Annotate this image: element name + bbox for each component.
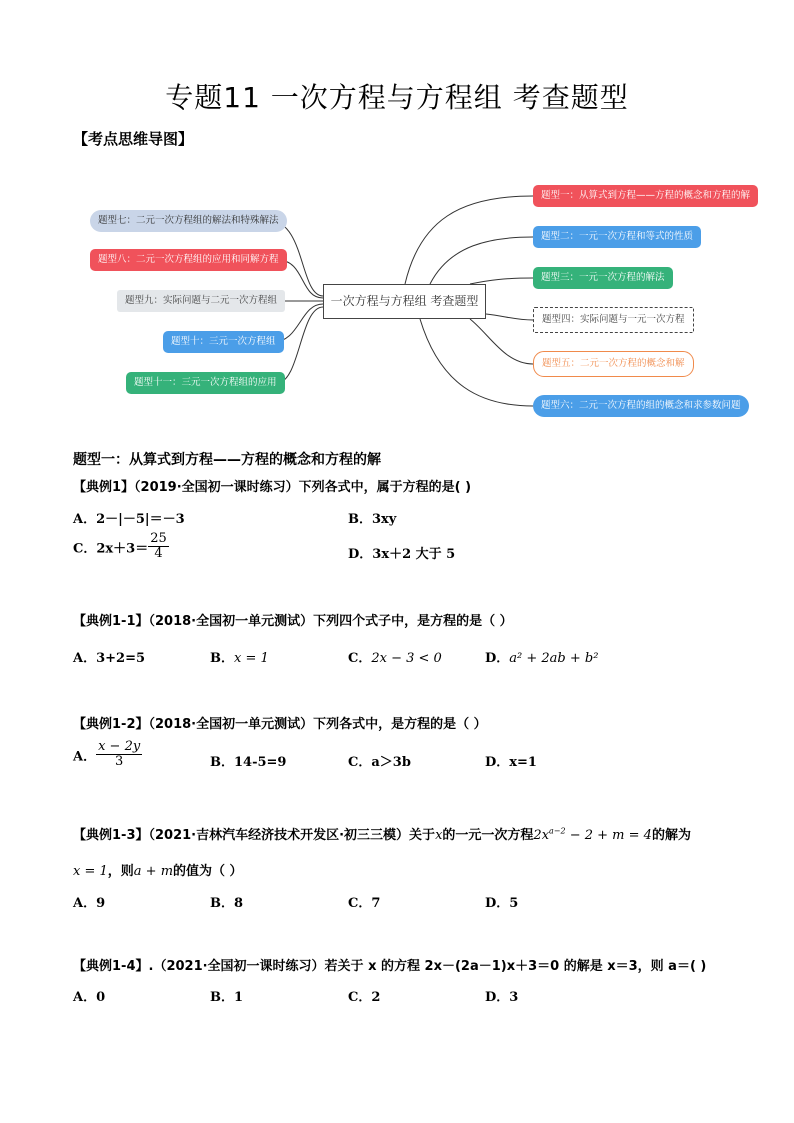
mind-map-node-type11: 题型十一：三元一次方程组的应用	[126, 372, 285, 394]
question-text-part2: 的一元一次方程	[442, 828, 534, 843]
q5-option-c: C．2	[348, 990, 381, 1005]
question-2	[73, 610, 513, 629]
question-label: 【典例1】	[73, 480, 135, 495]
question-5	[73, 955, 706, 974]
q2-option-b-math: x = 1	[234, 651, 269, 666]
fraction-denominator: 4	[154, 546, 163, 562]
equation-exponent: a−2	[549, 826, 566, 836]
mind-map-node-type8: 题型八：二元一次方程组的应用和同解方程	[90, 249, 287, 271]
equation-rest: − 2 + m = 4	[565, 828, 652, 843]
question-text-part1: （2021·吉林汽车经济技术开发区·初三三模）关于	[148, 828, 436, 843]
q2-option-d-prefix: D．	[485, 651, 510, 666]
q1-option-c-fraction	[148, 532, 169, 562]
section-label-mindmap: 【考点思维导图】	[73, 130, 194, 148]
mind-map-node-type10: 题型十：三元一次方程组	[163, 331, 284, 353]
fraction-denominator: 3	[115, 754, 124, 770]
mind-map-node-type7: 题型七：二元一次方程组的解法和特殊解法	[90, 210, 287, 232]
q1-option-a: A．2－|－5|＝－3	[73, 512, 185, 527]
question-math-a-plus-m: a + m	[133, 864, 174, 879]
question-label: 【典例1-2】	[73, 717, 149, 732]
q4-option-a: A．9	[73, 896, 106, 911]
connector-right-4	[486, 314, 533, 320]
q2-option-c-math: 2x − 3 < 0	[371, 651, 442, 666]
question-math-x: x	[435, 828, 443, 843]
q2-option-b-prefix: B．	[210, 651, 234, 666]
q2-option-a: A．3+2=5	[73, 651, 146, 666]
q1-option-c	[73, 532, 169, 562]
mind-map-node-type4: 题型四：实际问题与一元一次方程	[533, 307, 694, 333]
q2-option-c	[348, 647, 442, 666]
q3-option-b: B．14-5=9	[210, 755, 287, 770]
q3-option-a-fraction	[96, 740, 142, 770]
mind-map	[0, 0, 794, 430]
question-label: 【典例1-3】	[73, 828, 149, 843]
q3-option-a-prefix: A．	[73, 749, 97, 765]
mind-map-node-type5: 题型五：二元一次方程的概念和解	[533, 351, 694, 377]
connector-right-1	[405, 196, 533, 284]
question-text: .（2021·全国初一课时练习）若关于 x 的方程 2x－(2a－1)x＋3＝0 的解是 x＝3，则 a＝( )	[148, 959, 707, 974]
question-label: 【典例1-4】	[73, 959, 149, 974]
fraction-numerator: x − 2y	[98, 739, 141, 754]
question-math-x-equals-1: x = 1	[73, 864, 108, 879]
connector-right-6	[420, 319, 533, 406]
mind-map-node-type1: 题型一：从算式到方程——方程的概念和方程的解	[533, 185, 758, 207]
connector-right-2	[430, 237, 533, 284]
question-text-part4: ，则	[107, 864, 134, 879]
page-title: 专题11 一次方程与方程组 考查题型	[165, 81, 629, 114]
q4-option-b: B．8	[210, 896, 244, 911]
mind-map-node-type9: 题型九：实际问题与二元一次方程组	[117, 290, 285, 312]
mind-map-node-type2: 题型二：一元一次方程和等式的性质	[533, 226, 701, 248]
question-3	[73, 713, 487, 732]
connector-right-5	[470, 319, 533, 364]
question-4-line2	[73, 860, 243, 879]
question-equation	[533, 828, 652, 843]
question-4	[73, 824, 691, 843]
mind-map-node-type3: 题型三：一元一次方程的解法	[533, 267, 673, 289]
question-1	[73, 476, 471, 495]
q3-option-c: C．a＞3b	[348, 755, 411, 770]
fraction-numerator: 25	[150, 531, 167, 546]
q3-option-a	[73, 740, 142, 770]
q1-option-c-prefix: C．2x＋3＝	[73, 541, 149, 557]
q2-option-c-prefix: C．	[348, 651, 372, 666]
mind-map-node-type6: 题型六：二元一次方程的组的概念和求参数问题	[533, 395, 749, 417]
q3-option-d: D．x=1	[485, 755, 537, 770]
q2-option-d	[485, 647, 598, 666]
question-text-part5: 的值为（ ）	[173, 864, 243, 879]
question-text: （2019·全国初一课时练习）下列各式中，属于方程的是( )	[134, 480, 472, 495]
q1-option-b: B．3xy	[348, 512, 397, 527]
q1-option-d: D．3x＋2 大于 5	[348, 547, 456, 562]
q5-option-d: D．3	[485, 990, 519, 1005]
q4-option-d: D．5	[485, 896, 519, 911]
q5-option-b: B．1	[210, 990, 244, 1005]
connector-left-5	[277, 307, 323, 383]
question-label: 【典例1-1】	[73, 614, 149, 629]
q4-option-c: C．7	[348, 896, 381, 911]
section-heading: 题型一：从算式到方程——方程的概念和方程的解	[73, 452, 381, 468]
equation-base: 2x	[533, 828, 550, 843]
question-text-part3: 的解为	[651, 828, 691, 843]
mind-map-center-node: 一次方程与方程组 考查题型	[323, 284, 486, 319]
question-text: （2018·全国初一单元测试）下列四个式子中，是方程的是（ ）	[148, 614, 513, 629]
q2-option-b	[210, 647, 269, 666]
question-text: （2018·全国初一单元测试）下列各式中，是方程的是（ ）	[148, 717, 487, 732]
q2-option-d-math: a² + 2ab + b²	[509, 651, 599, 666]
q5-option-a: A．0	[73, 990, 106, 1005]
